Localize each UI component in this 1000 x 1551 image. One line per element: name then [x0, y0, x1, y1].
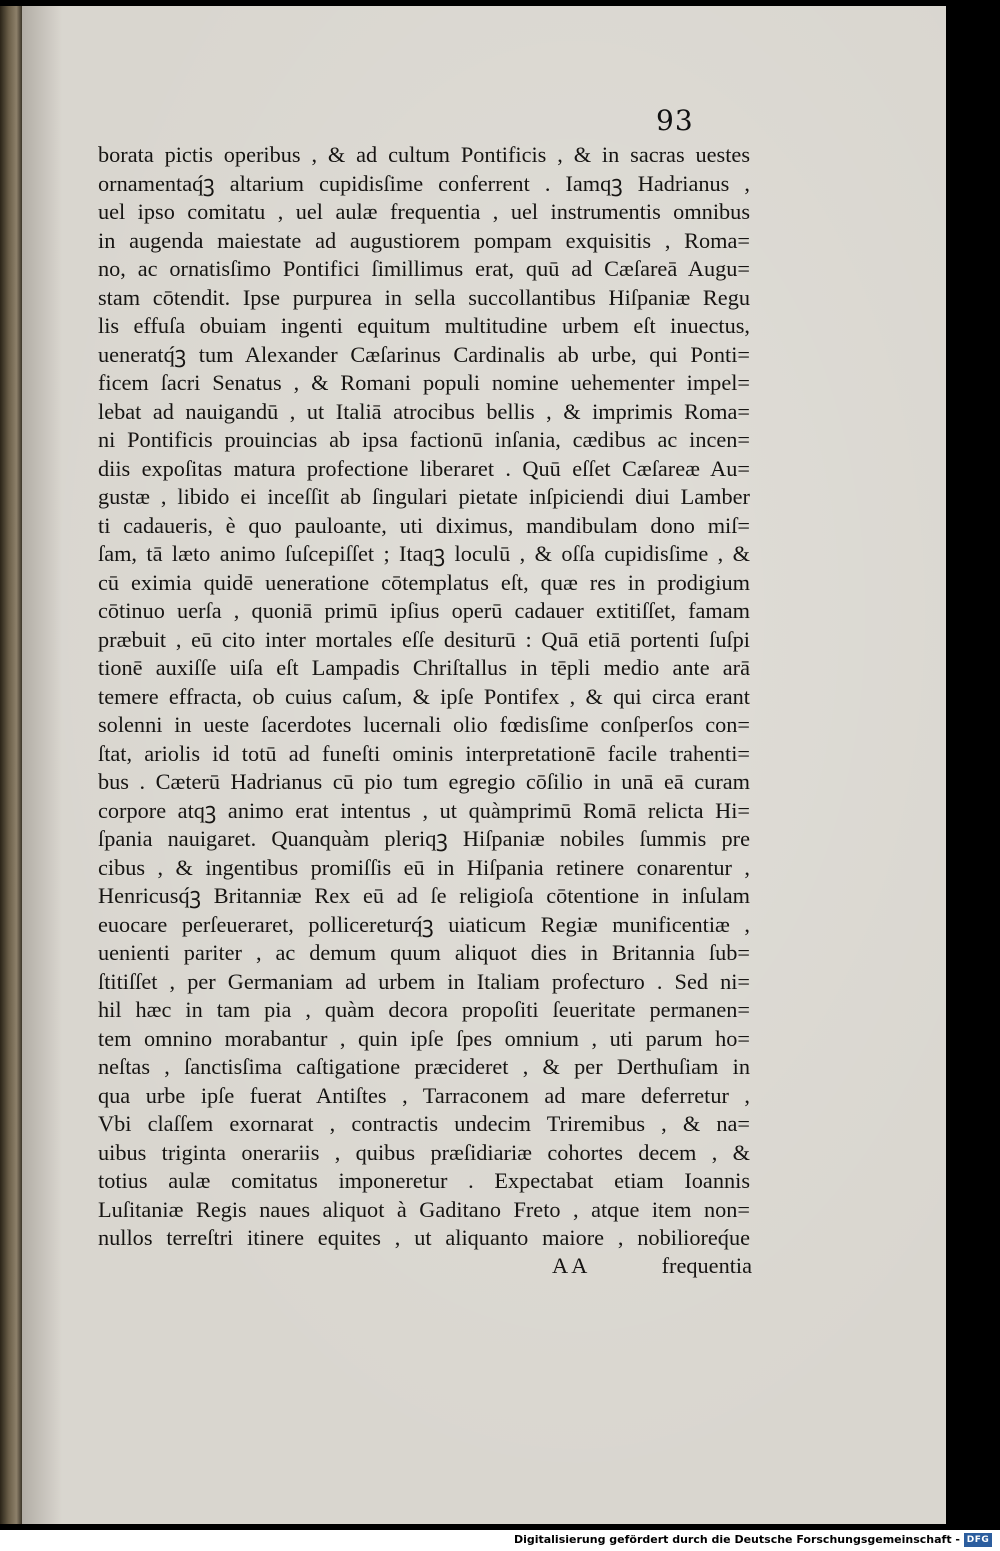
text-line: qua urbe ipſe fuerat Antiſtes , Tarraconem ad mare deferretur , — [98, 1082, 750, 1108]
text-line: uel ipso comitatu , uel aulæ frequentia , uel instrumentis omnibus — [98, 199, 750, 224]
funding-credit: Digitalisierung gefördert durch die Deutsche Forschungsgemeinschaft - — [513, 1533, 960, 1546]
text-line: in augenda maiestate ad augustiorem pompam exquisitis , Roma= — [98, 227, 750, 253]
catchword: frequentia — [661, 1253, 752, 1278]
text-line: tem omnino morabantur , quin ipſe ſpes omnium , uti parum ho= — [98, 1025, 750, 1051]
text-line: ni Pontificis prouincias ab ipsa factionū inſania, cædibus ac incen= — [98, 427, 750, 452]
signature-mark: A A — [552, 1253, 588, 1278]
text-line: lis effuſa obuiam ingenti equitum multitudine urbem eſt inuectus, — [98, 313, 750, 338]
text-line: ſpania nauigaret. Quanquàm pleriqꝫ Hiſpaniæ nobiles ſummis pre — [98, 826, 750, 851]
text-line: Vbi claſſem exornarat , contractis undecim Triremibus , & na= — [98, 1111, 750, 1136]
catchline — [552, 1253, 752, 1283]
text-line: lebat ad nauigandū , ut Italiā atrocibus bellis , & imprimis Roma= — [98, 398, 750, 424]
text-line: neſtas , ſanctisſima caſtigatione præcideret , & per Derthuſiam in — [98, 1054, 750, 1079]
text-line: ſtat, ariolis id totū ad funeſti ominis interpretationē facile trahenti= — [98, 740, 750, 766]
text-line: gustæ , libido ei inceſſit ab ſingulari pietate inſpiciendi diui Lamber — [98, 484, 750, 509]
body-text — [98, 141, 750, 1253]
text-line: cōtinuo uerſa , quoniā primū ipſius operū cadauer extitiſſet, famam — [98, 598, 750, 623]
page-number: 93 — [656, 104, 694, 137]
text-line: præbuit , eū cito inter mortales eſſe desiturū : Quā etiā portenti ſuſpi — [98, 626, 750, 652]
text-line: corpore atqꝫ animo erat intentus , ut quàmprimū Romā relicta Hi= — [98, 797, 750, 823]
text-line: no, ac ornatisſimo Pontifici ſimillimus erat, quū ad Cæſareā Augu= — [98, 256, 750, 281]
text-line: ti cadaueris, è quo pauloante, uti diximus, mandibulam dono miſ= — [98, 512, 750, 538]
text-line: bus . Cæterū Hadrianus cū pio tum egregio cōſilio in unā eā curam — [98, 769, 750, 794]
text-line: uibus triginta onerariis , quibus præſidiariæ cohortes decem , & — [98, 1139, 750, 1165]
dfg-logo: DFG — [964, 1533, 992, 1547]
text-line: Henricusq́ꝫ Britanniæ Rex eū ad ſe religioſa cōtentione in inſulam — [98, 883, 750, 908]
previous-page-edge — [0, 6, 22, 1524]
text-line: nullos terreſtri itinere equites , ut aliquanto maiore , nobilioreq́ue — [98, 1225, 750, 1250]
text-line: Luſitaniæ Regis naues aliquot à Gaditano Freto , atque item non= — [98, 1196, 750, 1222]
text-line: hil hæc in tam pia , quàm decora propoſiti ſeueritate permanen= — [98, 997, 750, 1022]
funding-footer — [0, 1530, 1000, 1551]
text-line: cū eximia quidē ueneratione cōtemplatus eſt, quæ res in prodigium — [98, 569, 750, 595]
text-line: tionē auxiſſe uiſa eſt Lampadis Chriſtallus in tēpli medio ante arā — [98, 655, 750, 680]
text-line: stam cōtendit. Ipse purpurea in sella succollantibus Hiſpaniæ Regu — [98, 284, 750, 310]
text-line: totius aulæ comitatus imponeretur . Expectabat etiam Ioannis — [98, 1168, 750, 1193]
text-line: borata pictis operibus , & ad cultum Pontificis , & in sacras uestes — [98, 142, 750, 167]
book-page — [22, 6, 946, 1524]
text-line: solenni in ueste ſacerdotes lucernali olio fœdisſime conſperſos con= — [98, 712, 750, 737]
text-line: uenienti pariter , ac demum quum aliquot dies in Britannia ſub= — [98, 940, 750, 965]
text-line: diis expoſitas matura profectione liberaret . Quū eſſet Cæſareæ Au= — [98, 455, 750, 481]
text-line: ſtitiſſet , per Germaniam ad urbem in Italiam profecturo . Sed ni= — [98, 968, 750, 994]
text-line: ueneratq́ꝫ tum Alexander Cæſarinus Cardinalis ab urbe, qui Ponti= — [98, 341, 750, 367]
text-line: euocare perſeueraret, pollicereturq́ꝫ uiaticum Regiæ munificentiæ , — [98, 911, 750, 937]
text-line: ornamentaq́ꝫ altarium cupidisſime conferrent . Iamqꝫ Hadrianus , — [98, 170, 750, 196]
text-line: cibus , & ingentibus promiſſis eū in Hiſpania retinere conarentur , — [98, 854, 750, 880]
text-line: ſam, tā læto animo ſuſcepiſſet ; Itaqꝫ loculū , & oſſa cupidisſime , & — [98, 541, 750, 566]
text-line: ficem ſacri Senatus , & Romani populi nomine uehementer impel= — [98, 370, 750, 395]
text-line: temere effracta, ob cuius caſum, & ipſe Pontifex , & qui circa erant — [98, 683, 750, 709]
